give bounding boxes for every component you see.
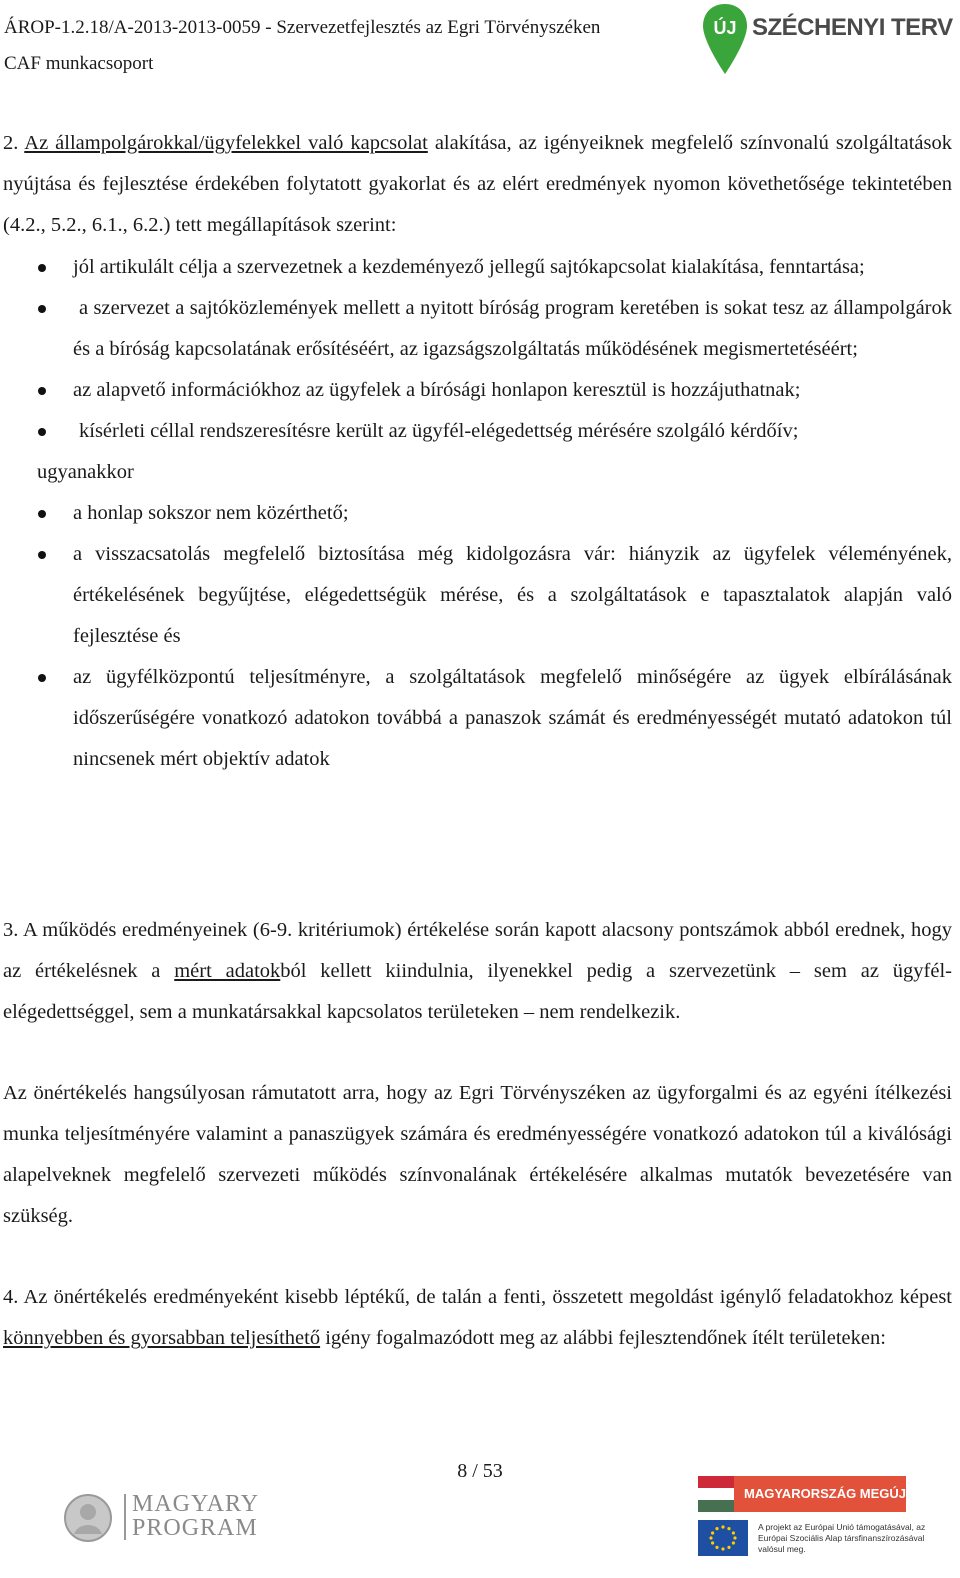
list-item: az ügyfélközpontú teljesítményre, a szolgáltatások megfelelő minőségére az ügyek elbírálásának időszerűségére vonatkozó adatokon továbbá a panaszok számát és eredményességét mutató adatokon túl nincsenek mért objektív adatok	[0, 657, 952, 780]
bullet-dot-icon	[38, 510, 46, 518]
szechenyi-terv-logo	[700, 2, 953, 76]
bullet-dot-icon	[38, 551, 46, 559]
transition-text: ugyanakkor	[37, 461, 134, 483]
magyarorszag-megujul-banner	[698, 1476, 924, 1512]
logo-mark-text: ÚJ	[713, 18, 737, 38]
section-4-paragraph: 4. Az önértékelés eredményeként kisebb léptékű, de talán a fenti, összetett megoldást igénylő feladatokhoz képest könnyebben és gyorsabban teljesíthető igény fogalmazódott meg az alábbi fejlesztendőnek ítélt területeken:	[3, 1286, 952, 1349]
section-3-paragraph: 3. A működés eredményeinek (6-9. kritériumok) értékelése során kapott alacsony pontszámok abból erednek, hogy az értékelésnek a mért adatokból kellett kiindulnia, ilyenekkel pedig a szervezetünk – sem az ügyfél-elégedettséggel, sem a munkatársakkal kapcsolatos területeken – nem rendelkezik.	[3, 919, 952, 1023]
list-item: az alapvető információkhoz az ügyfelek a bírósági honlapon keresztül is hozzájuthatnak;	[0, 370, 952, 411]
list-item: jól artikulált célja a szervezetnek a kezdeményező jellegű sajtókapcsolat kialakítása, fenntartása;	[0, 247, 952, 288]
section-3-underlined: mért adatok	[174, 960, 281, 982]
bullet-dot-icon	[38, 305, 46, 313]
bullet-dot-icon	[38, 264, 46, 272]
eu-funding-note: A projekt az Európai Unió támogatásával, az Európai Szociális Alap társfinanszírozásával valósul meg.	[758, 1522, 926, 1554]
bullet-dot-icon	[38, 428, 46, 436]
banner-label: MAGYARORSZÁG MEGÚJUL	[744, 1486, 924, 1501]
magyary-program-logo	[62, 1488, 262, 1548]
section-2-underlined: Az állampolgárokkal/ügyfelekkel való kapcsolat	[24, 132, 428, 154]
header-group-name: CAF munkacsoport	[4, 53, 154, 74]
logo-text: SZÉCHENYI TERV	[752, 14, 953, 41]
header-project-title: ÁROP-1.2.18/A-2013-2013-0059 - Szervezetfejlesztés az Egri Törvényszéken	[4, 17, 601, 38]
szechenyi-map-pin-icon	[700, 2, 750, 76]
hungarian-flag-icon	[698, 1476, 734, 1512]
page-number: 8 / 53	[457, 1460, 503, 1482]
magyary-divider	[124, 1494, 126, 1540]
list-item: a honlap sokszor nem közérthető;	[0, 493, 952, 534]
self-assessment-paragraph: Az önértékelés hangsúlyosan rámutatott arra, hogy az Egri Törvényszéken az ügyforgalmi és az egyéni ítélkezési munka teljesítményére valamint a panaszügyek számára és eredményességére vonatkozó adatokon túl a kiválósági alapelveknek megfelelő szervezeti működés színvonalának értékelésére alkalmas mutatók bevezetésére van szükség.	[3, 1082, 952, 1227]
bullet-dot-icon	[38, 674, 46, 682]
list-item: kísérleti céllal rendszeresítésre került az ügyfél-elégedettség mérésére szolgáló kérdőív;	[0, 411, 952, 452]
section-4-underlined: könnyebben és gyorsabban teljesíthető	[3, 1327, 321, 1349]
list-item: a szervezet a sajtóközlemények mellett a nyitott bíróság program keretében is sokat tesz az állampolgárok és a bíróság kapcsolatának erősítéséért, az igazságszolgáltatás működésének megismertetéséért;	[0, 288, 952, 370]
findings-list	[0, 247, 952, 780]
magyary-seal-icon	[62, 1492, 114, 1544]
magyary-wordmark: MAGYARY PROGRAM	[132, 1491, 260, 1541]
eu-flag-icon	[698, 1520, 748, 1556]
section-2-intro: 2. Az állampolgárokkal/ügyfelekkel való kapcsolat alakítása, az igényeiknek megfelelő színvonalú szolgáltatások nyújtása és fejlesztése érdekében folytatott gyakorlat és az elért eredmények nyomon követhetősége tekintetében (4.2., 5.2., 6.1., 6.2.) tett megállapítások szerint:	[3, 132, 952, 236]
list-item: a visszacsatolás megfelelő biztosítása még kidolgozásra vár: hiányzik az ügyfelek véleményének, értékelésének begyűjtése, elégedettségük mérése, és a szolgáltatások e tapasztalatok alapján való fejlesztése és	[0, 534, 952, 657]
bullet-dot-icon	[38, 387, 46, 395]
